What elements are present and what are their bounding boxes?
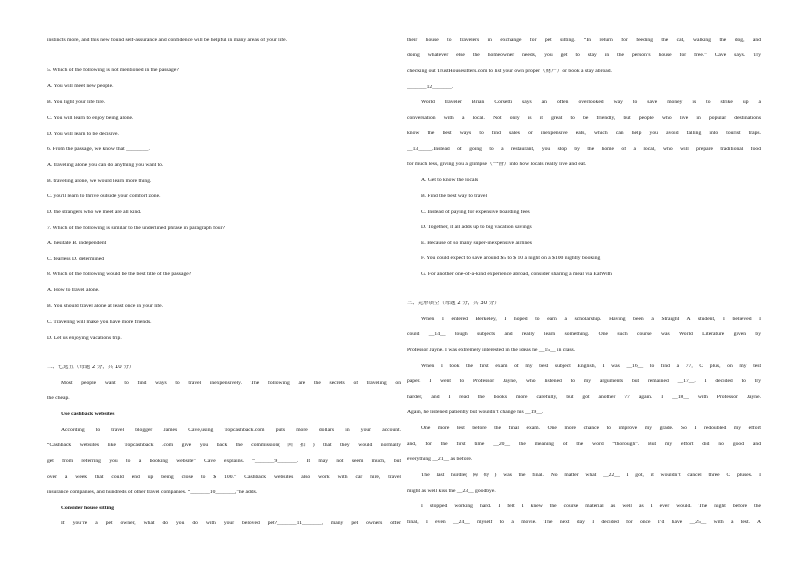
text-line: 5. Which of the following is not mentioned in the passage?: [47, 68, 179, 73]
text-line: A. traveling alone you can do anything you want to.: [47, 163, 164, 168]
text-line: A. How to travel alone.: [47, 288, 100, 293]
text-line: If you’re a pet owner, what do you do with your beloved pet?_______11_______, many pet owners offer: [61, 521, 401, 526]
text-line: Again, he listened patiently but wouldn’t change his __19__.: [407, 410, 544, 415]
text-line: I stopped working hard. I felt I knew the course material as well as I ever would. The night before the: [421, 504, 761, 509]
text-line: B. You should travel alone at least once in your life.: [47, 304, 164, 309]
text-line: checking out TrustHousesitters.com to list your own proper（财产）or book a stay abroad.: [407, 69, 612, 74]
text-line: A. hesitate B. independent: [47, 241, 107, 246]
text-line: C. fearless D. determined: [47, 257, 105, 262]
part-heading: 二、七选五（每题 2 分，共 10 分）: [47, 365, 135, 370]
text-line: for much less, giving you a glimpse（一瞥）into how locals really live and eat.: [407, 162, 587, 167]
text-line: C. you'll learn to thrive outside your comfort zone.: [47, 194, 161, 199]
text-line: __13_____.Instead of going to a restaurant, you stop by the home of a local, who will prepare traditional food: [407, 147, 761, 152]
text-line: their house to travelers in exchange for pet sitting. “In return for feeding the cat, walking the dog, and: [407, 38, 761, 43]
text-line: and, for the first time __20__ the meaning of the word “thorough”. But my effort did no good and: [407, 442, 761, 447]
text-line: know the best ways to find sales or inexpensive eats, which can help you avoid falling into tourist traps.: [407, 131, 761, 136]
text-line: B. Find the best way to travel: [421, 194, 488, 199]
text-line: everything __21__ as before.: [407, 457, 473, 462]
text-line: When I entered Berkeley, I hoped to earn a scholarship. Having been a Straight A student, I believed I: [421, 317, 761, 322]
text-line: paper. I went to Professor Jayne, who listened to my arguments but remained __17__. I decided to try: [407, 379, 761, 384]
text-line: D. You will learn to be decisive.: [47, 132, 119, 137]
text-line: 8. Which of the following would be the best title of the passage?: [47, 272, 192, 277]
text-line: might as well kiss the __23__ goodbye.: [407, 489, 496, 494]
text-line: Most people want to find ways to travel inexpensively. The following are the secrets of traveling on: [61, 381, 401, 386]
text-line: 7. Which of the following is similar to the underlined phrase in paragraph four?: [47, 226, 225, 231]
text-line: instincts more, and this new found self-assurance and confidence will be helpful in many areas of your life.: [47, 38, 287, 43]
text-line: get from referring you to a booking website” Cave explains. “_______9_______. It may not seem much, but: [47, 459, 401, 464]
text-line: “Cashback websites like Topcashback .com give you back the commission(回扣) that they would normally: [47, 443, 401, 448]
text-line: According to travel blogger James Cave,using Topcashback.com puts more dollars in your account.: [61, 428, 401, 433]
text-line: final, I even __24__ myself to a movie. The next day I decided for once I’d have __25__ with a test. A: [407, 520, 761, 525]
text-line: D. the strangers who we meet are all kind.: [47, 210, 142, 215]
text-line: World traveler Brian Corsetti says an often overlooked way to save money is to strike up a: [421, 100, 761, 105]
text-line: insurance companies, and hundreds of other travel companies. “_______10_______,”he adds.: [47, 490, 258, 495]
part-heading: 三、完形填空（每题 2 分，共 30 分）: [407, 301, 500, 306]
text-line: the cheap.: [47, 396, 70, 401]
text-line: F. You could expect to save around $5 to $ 10 a night on a $100 nightly booking: [421, 256, 601, 261]
text-line: harder, and I read the books more carefully, but got another 77 again. I __18__ with Professor Jayne.: [407, 395, 761, 400]
text-line: The last hurdle(障碍) was the final. No matter what __22__ I got, it wouldn’t cancel three C pluses. I: [421, 473, 761, 478]
text-line: G. For another one-of-a-kind experience abroad, consider sharing a meal via EatWith: [421, 272, 612, 277]
text-line: C. You will learn to enjoy being alone.: [47, 116, 134, 121]
text-line: Professor Jayne. I was extremely interested in the ideas he __15__ in class.: [407, 348, 576, 353]
text-line: B. You light your life fire.: [47, 100, 106, 105]
text-line: One more test before the final exam. One more chance to improve my grade. So I redoubled my effort: [421, 426, 761, 431]
text-line: D. Let us enjoying vacations trip.: [47, 336, 122, 341]
text-line: could __14__ tough subjects and really learn something. One such course was World Literature given by: [407, 332, 761, 337]
text-line: A. You will meet new people.: [47, 84, 114, 89]
text-line: D. Together, it all adds up to big vacation savings: [421, 225, 532, 230]
text-line: 6. From the passage, we know that ________.: [47, 147, 150, 152]
text-line: conversation with a local. Not only is it great to be friendly, but people who live in popular destinations: [407, 116, 761, 121]
text-line: C. Instead of paying for expensive boarding fees: [421, 210, 530, 215]
text-line: doing whatever else the homeowner needs, you get to stay in the person’s house for free.” Cave says. Try: [407, 53, 761, 58]
text-line: B. traveling alone, we would learn more thing.: [47, 179, 152, 184]
text-line: E. Because of so many super-inexpensive airlines: [421, 241, 532, 246]
text-line: A. Get to know the locals: [421, 178, 479, 183]
section-heading: Consider house sitting: [61, 506, 115, 511]
text-line: When I took the first exam of my best subject English, I was __16__ to find a 77, C plus, on my test: [421, 364, 761, 369]
section-heading: Use cashback websites: [61, 412, 115, 417]
text-line: over a week that could end up being close to $ 100.” Cashback websites also work with car hire, travel: [47, 475, 401, 480]
text-line: _______12_______.: [407, 85, 454, 90]
text-line: C. Traveling will make you have more friends.: [47, 320, 152, 325]
